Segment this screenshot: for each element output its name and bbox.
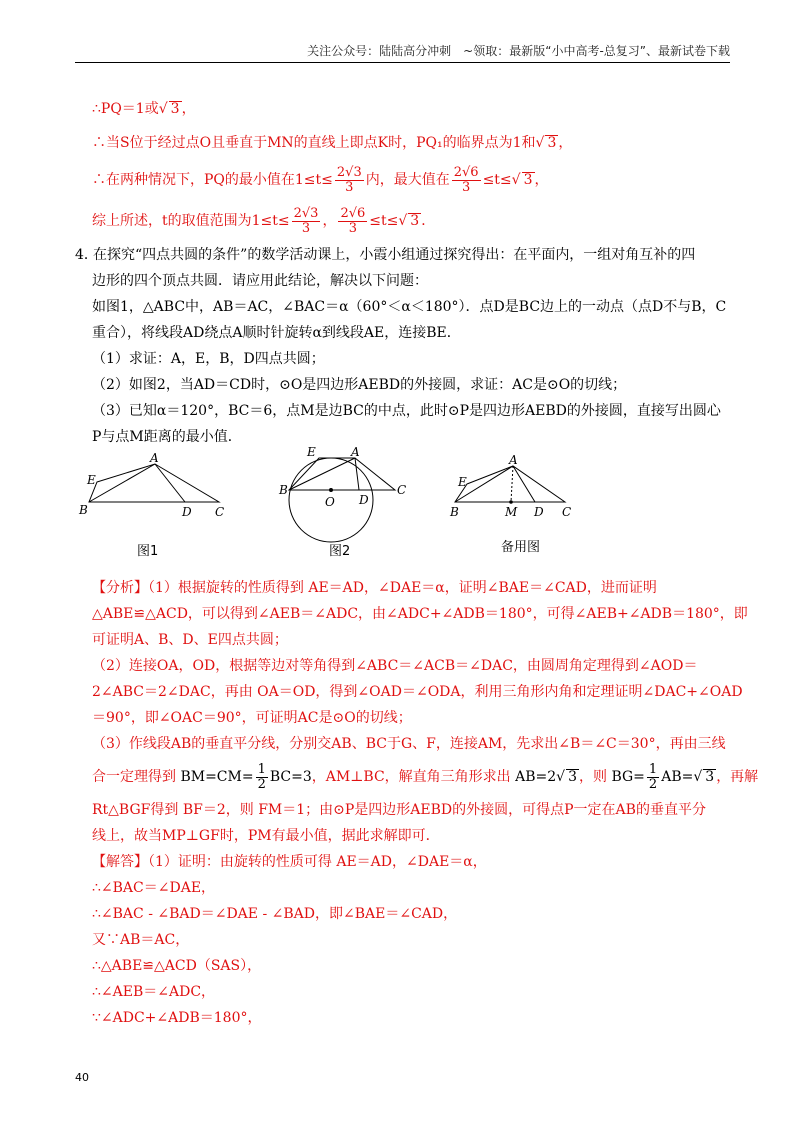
fig1-label-d: D <box>182 505 192 519</box>
fraction <box>647 763 659 792</box>
fig3-label-m: M <box>505 505 518 519</box>
analysis-8-text-a: 合一定理得到 <box>92 769 176 785</box>
pq-value-line <box>75 92 730 126</box>
fraction <box>256 763 268 792</box>
geometry-figures <box>75 445 730 575</box>
page-number: 40 <box>75 1071 89 1084</box>
fig2-label-d: D <box>359 493 369 507</box>
fraction <box>335 166 364 195</box>
fraction-denominator: 2 <box>648 776 658 792</box>
analysis-line-2: △ABE≌△ACD，可以得到∠AEB＝∠ADC，由∠ADC+∠ADB＝180°，可得∠AEB+∠ADB＝180°，即 <box>92 606 748 622</box>
sqrt-radicand: 3 <box>705 769 715 785</box>
min-max-text-c: ≤t≤ <box>482 172 512 188</box>
analysis-line-1: 【分析】（1）根据旋转的性质得到 AE＝AD，∠DAE＝α，证明∠BAE＝∠CAD，进而证明 <box>92 580 657 596</box>
fig2-center-dot <box>329 488 333 492</box>
fig2-label-c: C <box>397 483 407 497</box>
formula-lead: BG= <box>611 769 645 785</box>
sqrt-symbol: √ <box>693 769 703 785</box>
sqrt-radicand: 3 <box>547 135 557 151</box>
formula-bm <box>180 761 312 792</box>
analysis-line-3: 可证明A、B、D、E四点共圆； <box>92 632 288 648</box>
fig3-label-b: B <box>450 505 459 519</box>
fig2-quad <box>289 458 395 490</box>
fig2-label-o: O <box>325 495 335 509</box>
analysis-line-7: （3）作线段AB的垂直平分线，分别交AB、BC于G、F，连接AM，先求出∠B＝∠C＝30°，再由三线 <box>92 736 726 752</box>
fig1-ab <box>89 464 155 502</box>
sqrt-symbol: √ <box>511 172 521 188</box>
fig2-label-b: B <box>279 483 288 497</box>
min-max-line <box>75 160 730 200</box>
fraction-denominator: 3 <box>462 179 471 195</box>
sqrt-radicand: 3 <box>523 172 533 188</box>
fig3-am <box>511 466 513 502</box>
solution-line-2: ∴∠BAC＝∠DAE， <box>92 880 216 896</box>
fig1-ad <box>155 464 185 502</box>
question-2: （2）如图2，当AD＝CD时，⊙O是四边形AEBD的外接圆，求证：AC是⊙O的切线； <box>92 377 627 393</box>
analysis-8-text-d: ，再解 <box>716 769 759 785</box>
pq-value-text: ∴PQ＝1或 <box>92 101 159 117</box>
header-rule <box>75 62 730 63</box>
figures-row <box>75 445 730 575</box>
fig3-ad <box>513 466 535 502</box>
fraction-denominator: 3 <box>301 220 311 236</box>
fig2-ad <box>355 458 359 490</box>
sqrt-symbol: √ <box>535 135 545 151</box>
fraction-numerator: 1 <box>648 761 658 777</box>
problem-condition-1: 如图1，△ABC中，AB＝AC，∠BAC＝α（60°＜α＜180°）．点D是BC边上的一动点（点D不与B，C <box>92 299 727 315</box>
sqrt-symbol: √ <box>556 769 566 785</box>
punct: ， <box>558 135 573 151</box>
question-1: （1）求证：A，E，B，D四点共圆； <box>92 351 325 367</box>
fraction <box>338 207 367 236</box>
fraction-denominator: 3 <box>348 220 357 236</box>
punct: ， <box>534 172 549 188</box>
problem-intro-1 <box>75 242 730 268</box>
fig3-midpoint-dot <box>509 500 513 504</box>
page-header: 关注公众号：陆陆高分冲刺 ~领取：最新版“小中高考-总复习”、最新试卷下载 <box>307 44 730 58</box>
range-text-a: 综上所述，t的取值范围为1≤t≤ <box>92 213 290 229</box>
solution-line-5: ∴△ABE≌△ACD（SAS）， <box>92 958 262 974</box>
fraction-numerator: 2√6 <box>340 205 366 221</box>
fraction-denominator: 3 <box>345 179 354 195</box>
fig1-quad <box>89 464 219 502</box>
figure-2 <box>289 458 395 542</box>
solution-line-3: ∴∠BAC - ∠BAD＝∠DAE - ∠BAD，即∠BAE＝∠CAD， <box>92 906 458 922</box>
fig3-label-d: D <box>534 505 544 519</box>
formula-ab-lead: AB=2 <box>515 769 557 785</box>
fraction <box>292 207 321 236</box>
solution-line-7: ∵∠ADC+∠ADB＝180°， <box>92 1010 262 1026</box>
fraction-numerator: 2√6 <box>453 164 479 180</box>
range-text-b: ， <box>322 213 337 229</box>
fig1-label-c: C <box>215 505 225 519</box>
range-summary-line <box>75 200 730 242</box>
fraction-numerator: 1 <box>257 761 266 777</box>
problem-intro-text: 在探究“四点共圆的条件”的数学活动课上，小霞小组通过探究得出：在平面内，一组对角互补的四 <box>93 247 696 263</box>
fraction-numerator: 2√3 <box>293 205 319 221</box>
fig3-quad <box>455 466 565 502</box>
fig3-caption: 备用图 <box>501 540 541 555</box>
formula-bg <box>611 761 716 792</box>
analysis-line-8 <box>75 757 759 797</box>
fig1-label-b: B <box>79 503 88 517</box>
fig2-label-e: E <box>307 445 316 459</box>
fig1-label-e: E <box>87 473 96 487</box>
formula-lead: BM=CM= <box>180 769 254 785</box>
punct: ， <box>181 101 196 117</box>
critical-point-text: ∴当S位于经过点O且垂直于MN的直线上即点K时，PQ₁的临界点为1和 <box>92 135 536 151</box>
problem-condition-2: 重合），将线段AD绕点A顺时针旋转α到线段AE，连接BE． <box>92 325 461 341</box>
solution-line-4: 又∵AB＝AC， <box>92 932 190 948</box>
fig3-label-c: C <box>562 505 572 519</box>
sqrt-symbol: √ <box>158 101 168 117</box>
analysis-8-text-c: ，则 <box>579 769 607 785</box>
punct: ． <box>421 213 436 229</box>
figure-1 <box>89 464 219 502</box>
analysis-line-9: Rt△BGF得到 BF＝2，则 FM＝1；由⊙P是四边形AEBD的外接圆，可得点P一定在AB的垂直平分 <box>92 802 706 818</box>
range-text-c: ≤t≤ <box>369 213 399 229</box>
critical-point-line <box>75 126 730 160</box>
question-3a: （3）已知α＝120°，BC＝6，点M是边BC的中点，此时⊙P是四边形AEBD的外接圆，直接写出圆心 <box>92 403 721 419</box>
problem-number: 4． <box>75 247 98 263</box>
formula-ab <box>515 769 579 785</box>
fig3-label-a: A <box>509 453 518 467</box>
solution-line-6: ∴∠AEB＝∠ADC， <box>92 984 216 1000</box>
analysis-8-text-b: ，AM⊥BC，解直角三角形求出 <box>311 769 511 785</box>
sqrt-radicand: 3 <box>568 769 577 785</box>
problem-intro-2: 边形的四个顶点共圆．请应用此结论，解决以下问题： <box>92 273 428 289</box>
fig2-ab <box>289 458 355 490</box>
sqrt-radicand: 3 <box>410 213 420 229</box>
page-content <box>75 92 759 1031</box>
min-max-text-a: ∴在两种情况下，PQ的最小值在1≤t≤ <box>92 172 333 188</box>
figure-3 <box>455 466 565 502</box>
sqrt-radicand: 3 <box>170 101 180 117</box>
solution-line-1: 【解答】（1）证明：由旋转的性质可得 AE＝AD，∠DAE＝α， <box>92 854 487 870</box>
fig2-caption: 图2 <box>329 544 351 559</box>
fig1-label-a: A <box>150 451 159 465</box>
fraction-denominator: 2 <box>257 776 266 792</box>
analysis-line-5: 2∠ABC＝2∠DAC，再由 OA＝OD，得到∠OAD＝∠ODA，利用三角形内角和定理证明∠DAC+∠OAD <box>92 684 743 700</box>
fig3-label-e: E <box>458 475 467 489</box>
analysis-line-10: 线上，故当MP⊥GF时，PM有最小值，据此求解即可． <box>92 828 440 844</box>
analysis-line-4: （2）连接OA，OD，根据等边对等角得到∠ABC＝∠ACB＝∠DAC，由圆周角定理得到∠AOD＝ <box>92 658 698 674</box>
analysis-line-6: ＝90°，即∠OAC＝90°，可证明AC是⊙O的切线； <box>92 710 412 726</box>
sqrt-symbol: √ <box>398 213 408 229</box>
formula-tail: BC=3 <box>269 769 312 785</box>
formula-tail: AB= <box>661 769 694 785</box>
fig2-label-a: A <box>351 445 360 459</box>
question-3b: P与点M距离的最小值． <box>92 429 242 445</box>
fig1-caption: 图1 <box>137 544 159 559</box>
fraction-numerator: 2√3 <box>336 164 362 180</box>
fraction <box>452 166 481 195</box>
min-max-text-b: 内，最大值在 <box>365 172 450 188</box>
